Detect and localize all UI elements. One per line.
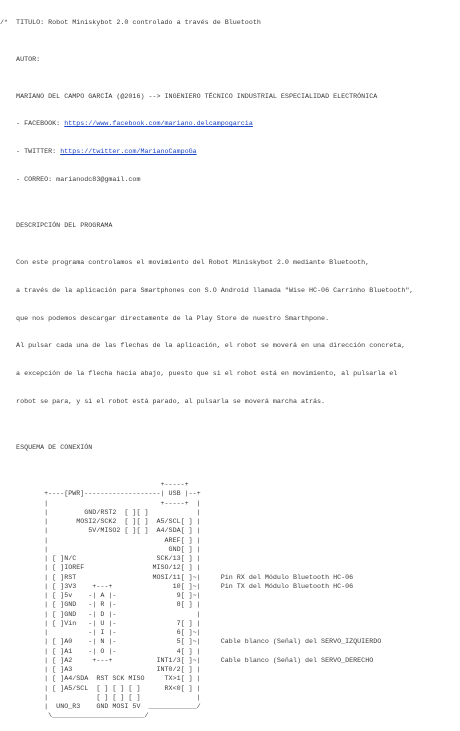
schematic-line: | [ ]A2 +---+ INT1/3[ ]~| Cable blanco (Señal) del SERVO_DERECHO [0, 656, 374, 665]
schematic-line: | MOSI2/SCK2 [ ][ ] A5/SCL[ ] | [0, 518, 201, 526]
schematic-line: | [ ]RST MOSI/11[ ]~| Pin RX del Módulo Bluetooth HC-06 [0, 573, 354, 582]
schematic-line: | AREF[ ] | [0, 536, 201, 545]
schematic-line: | -| I |- 6[ ]~| [0, 629, 201, 637]
schematic-line: | [ ]GND -| D |- | [0, 610, 201, 619]
schematic-line: | [ ]A1 -| O |- 4[ ] | [0, 647, 201, 656]
description-line: a través de la aplicación para Smartphones con S.O Android llamada "Wise HC-06 Carrinho Bluetooth", [0, 286, 414, 295]
twitter-label: - TWITTER: [0, 148, 61, 156]
description-line: que nos podemos descargar directamente de la Play Store de nuestro Smarthpone. [0, 314, 330, 323]
description-line: robot se para, y si el robot está parado, al pulsarla se moverá marcha atrás. [0, 397, 326, 406]
schematic-line: +-----+ [0, 481, 189, 489]
facebook-line [0, 120, 460, 129]
title-line: /* TITULO: Robot Miniskybot 2.0 controlado a través de Bluetooth [0, 18, 261, 27]
schematic-line: | [ ]IOREF MISO/12[ ] | [0, 564, 201, 573]
facebook-link[interactable]: https://www.facebook.com/mariano.delcampogarcia [64, 120, 253, 129]
description-line: a excepción de la flecha hacia abajo, puesto que si el robot está en movimiento, al pulsarla el [0, 370, 398, 378]
description-line: Con este programa controlamos el movimiento del Robot Miniskybot 2.0 mediante Bluetooth, [0, 259, 370, 267]
schematic-line: | [ ]A5/SCL [ ] [ ] [ ] RX<0[ ] | [0, 684, 201, 693]
schematic-line: | 5V/MISO2 [ ][ ] A4/SDA[ ] | [0, 527, 201, 536]
schematic-line: | GND/RST2 [ ][ ] | [0, 508, 201, 517]
author-name: MARIANO DEL CAMPO GARCÍA (@2016) --> INGENIERO TÉCNICO INDUSTRIAL ESPECIALIDAD ELECTRÓNICA [0, 92, 378, 101]
schematic-heading: ESQUEMA DE CONEXIÓN [0, 444, 93, 452]
schematic-line: | [ ]5v -| A |- 9[ ]~| [0, 592, 201, 600]
schematic-line: | +-----+ | [0, 499, 201, 508]
schematic-line: | [ ]A0 -| N |- 5[ ]~| Cable blanco (Señal) del SERVO_IZQUIERDO [0, 638, 382, 647]
author-label: AUTOR: [0, 55, 41, 64]
schematic-line: +----[PWR]-------------------| USB |--+ [0, 490, 201, 499]
twitter-link[interactable]: https://twitter.com/MarianoCampoGa [60, 148, 197, 156]
email-line: - CORREO: marianodc83@gmail.com [0, 175, 141, 184]
schematic-line: | [ ]N/C SCK/13[ ] | [0, 555, 201, 563]
description-heading: DESCRIPCIÓN DEL PROGRAMA [0, 222, 113, 230]
schematic-line: | [ ]GND -| R |- 8[ ] | [0, 601, 201, 610]
schematic-line: | [ ]3V3 +---+ 10[ ]~| Pin TX del Módulo Bluetooth HC-06 [0, 582, 354, 591]
schematic-line: | [ ] [ ] [ ] | [0, 693, 201, 702]
twitter-line [0, 148, 460, 157]
schematic-line: | [ ]A3 INT0/2[ ] | [0, 666, 201, 674]
arduino-ascii-diagram [0, 481, 460, 722]
schematic-line: \_______________________/ [0, 712, 149, 721]
schematic-line: | GND[ ] | [0, 545, 201, 554]
schematic-line: | [ ]A4/SDA RST SCK MISO TX>1[ ] | [0, 675, 201, 684]
description-line: Al pulsar cada una de las flechas de la aplicación, el robot se moverá en una dirección concreta, [0, 342, 406, 351]
schematic-line: | UNO_R3 GND MOSI 5V ____________/ [0, 703, 201, 711]
facebook-label: - FACEBOOK: [0, 120, 65, 129]
schematic-line: | [ ]Vin -| U |- 7[ ] | [0, 619, 201, 628]
